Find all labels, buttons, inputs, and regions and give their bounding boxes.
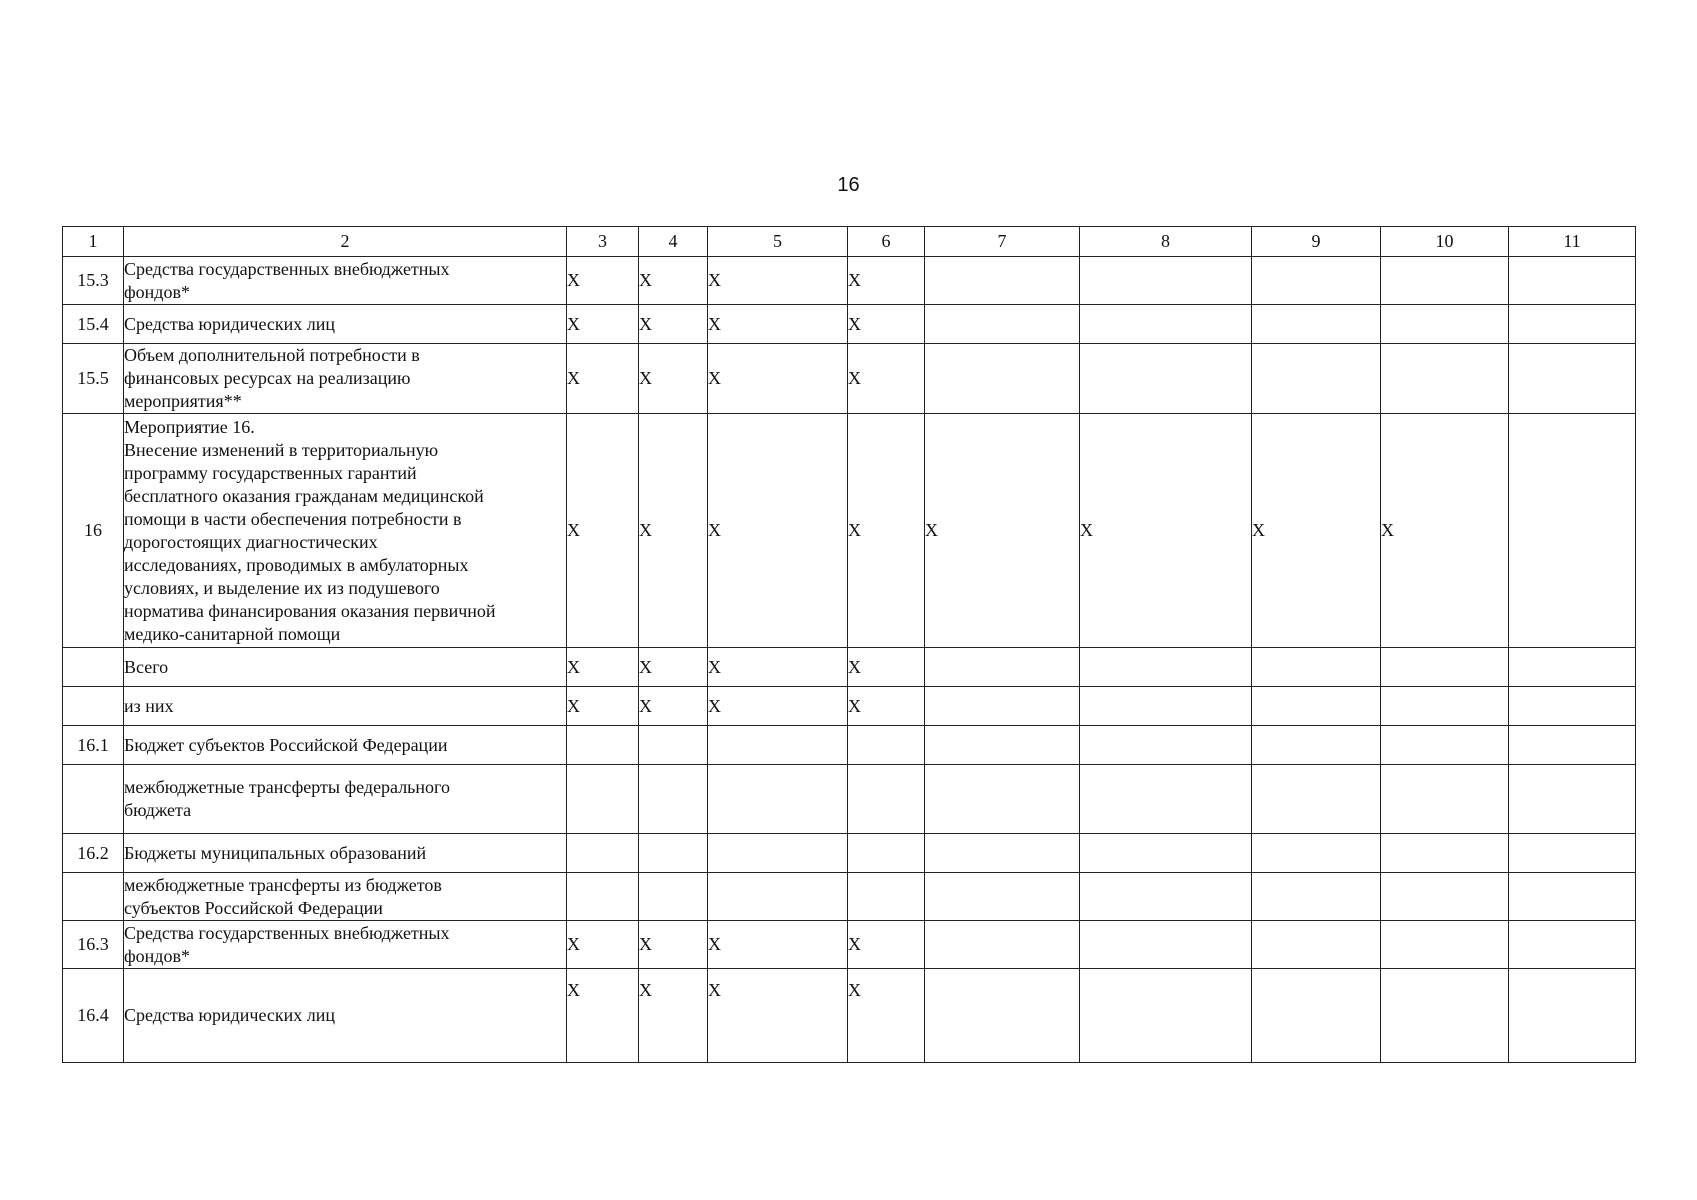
- value-cell: [1252, 257, 1381, 305]
- header-cell: 11: [1509, 227, 1636, 257]
- value-cell: [567, 873, 639, 921]
- description-line: исследованиях, проводимых в амбулаторных: [124, 554, 469, 575]
- value-cell: X: [567, 969, 639, 1063]
- table-row: [63, 414, 1636, 648]
- header-cell: 3: [567, 227, 639, 257]
- value-cell: X: [708, 648, 848, 687]
- description-line: Средства юридических лиц: [124, 1005, 335, 1025]
- value-cell: [1509, 344, 1636, 414]
- value-cell: X: [708, 687, 848, 726]
- row-description: [124, 873, 567, 921]
- value-cell: X: [639, 414, 708, 648]
- value-cell: [925, 257, 1080, 305]
- value-cell: [925, 765, 1080, 834]
- value-cell: X: [567, 414, 639, 648]
- value-cell: X: [848, 921, 925, 969]
- value-cell: [708, 726, 848, 765]
- value-cell: [1381, 648, 1509, 687]
- row-description: [124, 687, 567, 726]
- row-description: [124, 344, 567, 414]
- row-number: [63, 765, 124, 834]
- value-cell: X: [639, 648, 708, 687]
- description-line: из них: [124, 695, 174, 716]
- value-cell: X: [708, 257, 848, 305]
- header-cell: 5: [708, 227, 848, 257]
- value-cell: [1080, 921, 1252, 969]
- value-cell: [567, 765, 639, 834]
- row-number: [63, 873, 124, 921]
- value-cell: [1509, 921, 1636, 969]
- value-cell: X: [567, 305, 639, 344]
- value-cell: [639, 765, 708, 834]
- value-cell: [1381, 726, 1509, 765]
- description-line: норматива финансирования оказания первичной: [124, 600, 496, 621]
- table-header-row: [63, 227, 1636, 257]
- value-cell: [1080, 873, 1252, 921]
- header-cell: 4: [639, 227, 708, 257]
- description-line: Средства юридических лиц: [124, 313, 335, 334]
- description-line: Средства государственных внебюджетных: [124, 258, 450, 279]
- row-description: [124, 834, 567, 873]
- value-cell: [1509, 726, 1636, 765]
- value-cell: [1381, 305, 1509, 344]
- value-cell: [925, 969, 1080, 1063]
- row-number: 16.1: [63, 726, 124, 765]
- value-cell: [639, 834, 708, 873]
- value-cell: [1080, 687, 1252, 726]
- description-line: дорогостоящих диагностических: [124, 531, 378, 552]
- row-number: 15.4: [63, 305, 124, 344]
- description-line: субъектов Российской Федерации: [124, 897, 383, 918]
- value-cell: X: [708, 969, 848, 1063]
- row-description: [124, 305, 567, 344]
- value-cell: X: [848, 257, 925, 305]
- value-cell: [1381, 834, 1509, 873]
- header-cell: 10: [1381, 227, 1509, 257]
- value-cell: [1381, 765, 1509, 834]
- value-cell: [1509, 687, 1636, 726]
- value-cell: X: [567, 921, 639, 969]
- table-row: [63, 969, 1636, 1063]
- header-cell: 6: [848, 227, 925, 257]
- value-cell: [1080, 344, 1252, 414]
- value-cell: [1080, 765, 1252, 834]
- row-description: [124, 414, 567, 648]
- value-cell: X: [708, 921, 848, 969]
- value-cell: X: [639, 257, 708, 305]
- value-cell: [1509, 257, 1636, 305]
- value-cell: [925, 834, 1080, 873]
- value-cell: [848, 726, 925, 765]
- value-cell: [1381, 257, 1509, 305]
- value-cell: [708, 765, 848, 834]
- row-number: 16.3: [63, 921, 124, 969]
- header-cell: 2: [124, 227, 567, 257]
- description-line: условиях, и выделение их из подушевого: [124, 577, 440, 598]
- value-cell: X: [848, 687, 925, 726]
- description-line: бесплатного оказания гражданам медицинской: [124, 485, 484, 506]
- table-row: [63, 726, 1636, 765]
- value-cell: [848, 834, 925, 873]
- table-row: [63, 921, 1636, 969]
- value-cell: X: [639, 687, 708, 726]
- value-cell: X: [708, 305, 848, 344]
- value-cell: X: [848, 969, 925, 1063]
- value-cell: [1252, 726, 1381, 765]
- description-line: финансовых ресурсах на реализацию: [124, 368, 411, 388]
- value-cell: [1509, 765, 1636, 834]
- value-cell: X: [848, 648, 925, 687]
- row-description: [124, 921, 567, 969]
- value-cell: [925, 873, 1080, 921]
- value-cell: [639, 726, 708, 765]
- value-cell: [925, 726, 1080, 765]
- description-line: Бюджет субъектов Российской Федерации: [124, 734, 448, 755]
- value-cell: X: [567, 687, 639, 726]
- table-row: [63, 344, 1636, 414]
- value-cell: X: [848, 305, 925, 344]
- value-cell: [1080, 257, 1252, 305]
- value-cell: X: [639, 969, 708, 1063]
- row-description: [124, 726, 567, 765]
- description-line: фондов*: [124, 945, 190, 966]
- table-row: [63, 765, 1636, 834]
- row-description: [124, 257, 567, 305]
- value-cell: [1252, 969, 1381, 1063]
- description-line: бюджета: [124, 800, 192, 820]
- value-cell: [1080, 648, 1252, 687]
- table-row: [63, 305, 1636, 344]
- row-number: 16.4: [63, 969, 124, 1063]
- value-cell: X: [708, 344, 848, 414]
- value-cell: X: [708, 414, 848, 648]
- value-cell: [567, 834, 639, 873]
- document-table: [62, 226, 1636, 1063]
- description-line: программу государственных гарантий: [124, 462, 417, 483]
- table-row: [63, 687, 1636, 726]
- value-cell: [1080, 834, 1252, 873]
- description-line: медико-санитарной помощи: [124, 623, 341, 644]
- page-number: 16: [837, 174, 860, 196]
- description-line: Внесение изменений в территориальную: [124, 439, 439, 460]
- value-cell: [925, 921, 1080, 969]
- value-cell: X: [848, 414, 925, 648]
- value-cell: [1381, 344, 1509, 414]
- description-line: Средства государственных внебюджетных: [124, 922, 450, 943]
- value-cell: X: [1080, 414, 1252, 648]
- header-cell: 1: [63, 227, 124, 257]
- value-cell: [1080, 305, 1252, 344]
- header-cell: 7: [925, 227, 1080, 257]
- description-line: межбюджетные трансферты из бюджетов: [124, 874, 442, 895]
- value-cell: [1509, 648, 1636, 687]
- value-cell: [1252, 765, 1381, 834]
- row-description: [124, 648, 567, 687]
- row-number: 16: [63, 414, 124, 648]
- row-description: [124, 765, 567, 834]
- value-cell: [708, 873, 848, 921]
- value-cell: [1252, 873, 1381, 921]
- value-cell: [1381, 687, 1509, 726]
- value-cell: [1252, 687, 1381, 726]
- value-cell: [925, 305, 1080, 344]
- description-line: фондов*: [124, 281, 190, 302]
- value-cell: [1252, 344, 1381, 414]
- description-line: Объем дополнительной потребности в: [124, 345, 420, 365]
- row-description: [124, 969, 567, 1063]
- value-cell: X: [567, 344, 639, 414]
- value-cell: [1252, 648, 1381, 687]
- value-cell: X: [639, 344, 708, 414]
- row-number: 15.5: [63, 344, 124, 414]
- description-line: межбюджетные трансферты федерального: [124, 777, 450, 797]
- value-cell: [1509, 414, 1636, 648]
- description-line: Мероприятие 16.: [124, 416, 255, 437]
- row-number: 15.3: [63, 257, 124, 305]
- value-cell: X: [567, 648, 639, 687]
- value-cell: [1381, 873, 1509, 921]
- value-cell: X: [639, 305, 708, 344]
- table-row: [63, 834, 1636, 873]
- value-cell: [1080, 726, 1252, 765]
- value-cell: [1509, 969, 1636, 1063]
- description-line: Всего: [124, 656, 169, 677]
- value-cell: X: [639, 921, 708, 969]
- value-cell: [639, 873, 708, 921]
- value-cell: [925, 648, 1080, 687]
- value-cell: [1509, 834, 1636, 873]
- value-cell: [708, 834, 848, 873]
- value-cell: [1080, 969, 1252, 1063]
- header-cell: 9: [1252, 227, 1381, 257]
- value-cell: X: [1252, 414, 1381, 648]
- row-number: [63, 648, 124, 687]
- value-cell: [848, 765, 925, 834]
- value-cell: [567, 726, 639, 765]
- table-row: [63, 873, 1636, 921]
- value-cell: X: [848, 344, 925, 414]
- value-cell: [848, 873, 925, 921]
- description-line: Бюджеты муниципальных образований: [124, 842, 427, 863]
- value-cell: [1509, 305, 1636, 344]
- table-row: [63, 257, 1636, 305]
- table-row: [63, 648, 1636, 687]
- value-cell: [1381, 921, 1509, 969]
- value-cell: [925, 344, 1080, 414]
- value-cell: [1252, 305, 1381, 344]
- value-cell: [1252, 834, 1381, 873]
- value-cell: [925, 687, 1080, 726]
- value-cell: X: [1381, 414, 1509, 648]
- row-number: 16.2: [63, 834, 124, 873]
- value-cell: [1381, 969, 1509, 1063]
- value-cell: X: [925, 414, 1080, 648]
- value-cell: [1509, 873, 1636, 921]
- row-number: [63, 687, 124, 726]
- description-line: мероприятия**: [124, 391, 242, 411]
- header-cell: 8: [1080, 227, 1252, 257]
- value-cell: [1252, 921, 1381, 969]
- description-line: помощи в части обеспечения потребности в: [124, 508, 462, 529]
- value-cell: X: [567, 257, 639, 305]
